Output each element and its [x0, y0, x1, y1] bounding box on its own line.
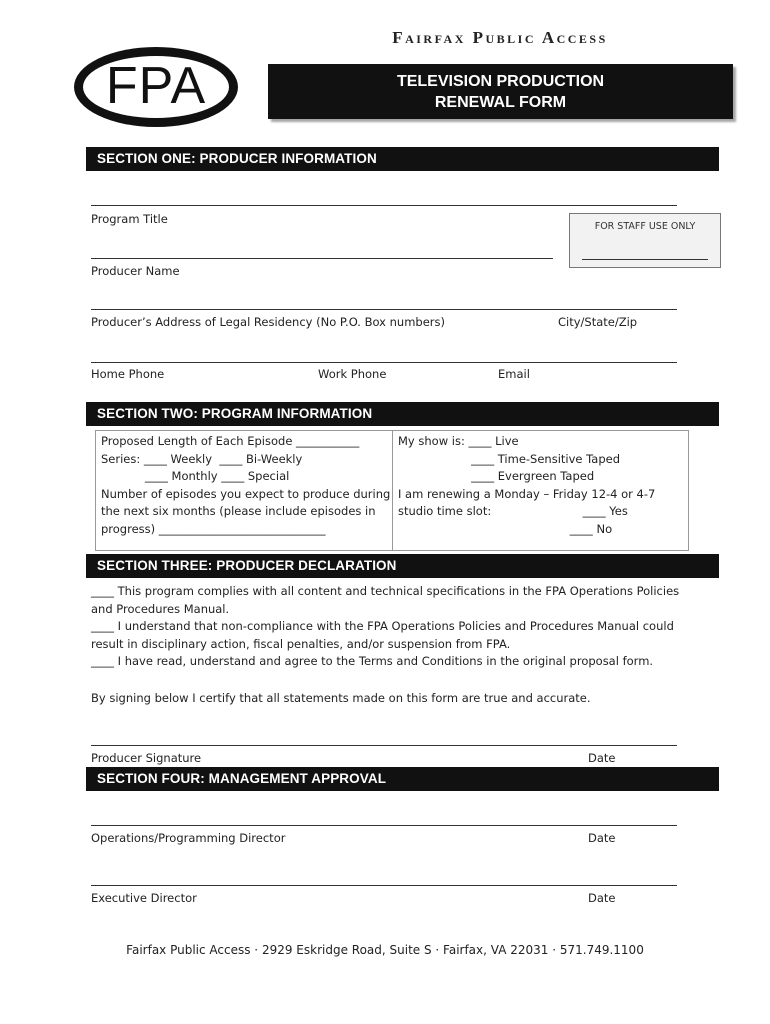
form-title-box: [268, 64, 733, 119]
home-phone-label: Home Phone: [91, 367, 165, 381]
program-info-right-column: [398, 433, 655, 538]
program-title-field[interactable]: [91, 205, 677, 206]
producer-name-field[interactable]: [91, 258, 553, 259]
program-info-line[interactable]: progress) _____________________________: [101, 521, 326, 536]
show-type-line[interactable]: ____ Time-Sensitive Taped: [398, 451, 620, 466]
staff-use-field[interactable]: [582, 259, 708, 260]
exec-director-signature-field[interactable]: [91, 885, 677, 886]
show-type-line[interactable]: ____ Evergreen Taped: [398, 469, 595, 483]
staff-use-box: [569, 213, 721, 268]
show-type-line[interactable]: My show is: ____ Live: [398, 434, 519, 448]
ops-director-signature-field[interactable]: [91, 825, 677, 826]
declaration-2[interactable]: ____ I understand that non-compliance with the FPA Operations Policies and Procedures Manual could result in disciplinary action, fiscal penalties, and/or suspension from FPA.: [91, 619, 674, 651]
phone-email-field[interactable]: [91, 362, 677, 363]
email-label: Email: [498, 367, 530, 381]
program-title-label: Program Title: [91, 212, 168, 226]
ops-director-label: Operations/Programming Director: [91, 831, 286, 845]
logo-text: FPA: [105, 57, 207, 115]
exec-director-label: Executive Director: [91, 891, 197, 905]
work-phone-label: Work Phone: [318, 367, 387, 381]
ops-director-date-label: Date: [588, 831, 616, 845]
section-three-heading: SECTION THREE: PRODUCER DECLARATION: [86, 554, 719, 578]
program-info-line[interactable]: Series: ____ Weekly ____ Bi-Weekly: [101, 451, 303, 466]
staff-use-label: FOR STAFF USE ONLY: [594, 221, 696, 232]
program-info-box: [95, 430, 689, 551]
producer-signature-field[interactable]: [91, 745, 677, 746]
program-info-line: the next six months (please include episodes in: [101, 504, 376, 518]
organization-name: Fairfax Public Access: [392, 28, 608, 47]
exec-director-date-label: Date: [588, 891, 616, 905]
section-one-heading: SECTION ONE: PRODUCER INFORMATION: [86, 147, 719, 171]
section-four-heading: SECTION FOUR: MANAGEMENT APPROVAL: [86, 767, 719, 791]
footer-address: Fairfax Public Access · 2929 Eskridge Road, Suite S · Fairfax, VA 22031 · 571.749.1100: [126, 943, 644, 957]
city-state-zip-label: City/State/Zip: [558, 315, 638, 329]
fpa-logo: [74, 47, 238, 127]
declaration-3[interactable]: ____ I have read, understand and agree to the Terms and Conditions in the original proposal form.: [91, 654, 654, 668]
program-info-line: Number of episodes you expect to produce during: [101, 486, 391, 501]
producer-signature-label: Producer Signature: [91, 751, 202, 765]
program-info-divider: [392, 431, 393, 550]
form-title-line2: RENEWAL FORM: [434, 93, 567, 111]
renewal-question-line: I am renewing a Monday – Friday 12-4 or 4-7: [398, 486, 656, 501]
form-title-line1: TELEVISION PRODUCTION: [396, 72, 605, 90]
program-info-line[interactable]: ____ Monthly ____ Special: [101, 469, 290, 483]
program-info-left-column: [101, 433, 390, 538]
signature-date-label: Date: [588, 751, 616, 765]
address-field[interactable]: [91, 309, 677, 310]
address-label: Producer’s Address of Legal Residency (No P.O. Box numbers): [91, 315, 445, 329]
program-info-line[interactable]: Proposed Length of Each Episode ___________: [101, 434, 360, 448]
renewal-yes-line[interactable]: studio time slot: ____ Yes: [398, 504, 628, 518]
declaration-1[interactable]: ____ This program complies with all content and technical specifications in the FPA Operations Policies and Procedures Manual.: [91, 584, 680, 616]
producer-name-label: Producer Name: [91, 264, 180, 278]
renewal-no-line[interactable]: ____ No: [398, 521, 613, 536]
section-two-heading: SECTION TWO: PROGRAM INFORMATION: [86, 402, 719, 426]
certify-statement: By signing below I certify that all statements made on this form are true and accurate.: [91, 691, 591, 705]
